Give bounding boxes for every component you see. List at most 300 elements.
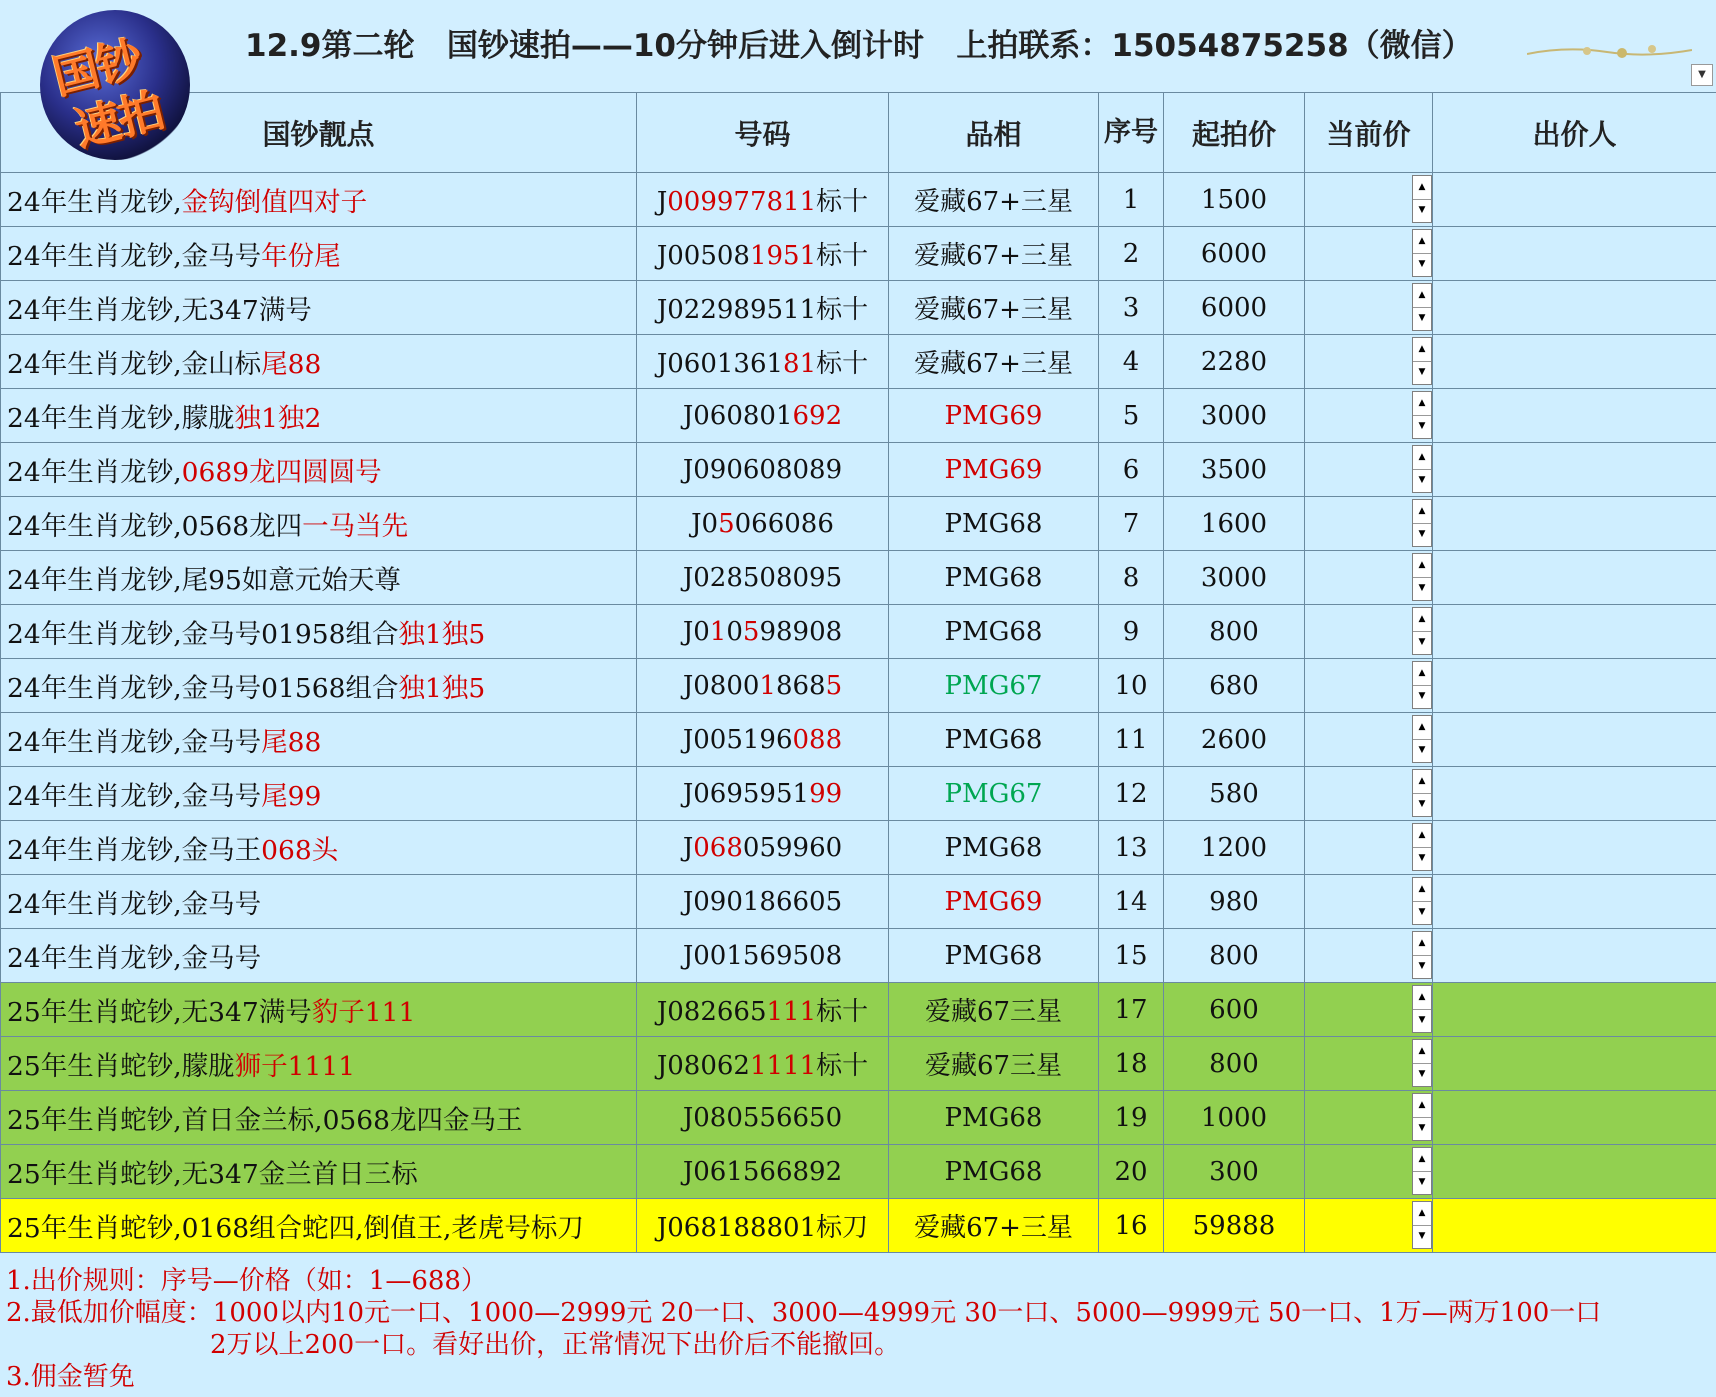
spinner-up-icon[interactable]: ▲: [1413, 986, 1431, 1010]
text-segment: 24年生肖龙钞,金马号: [7, 241, 262, 272]
cell-start-price: 6000: [1164, 227, 1305, 281]
cell-grade: [889, 875, 1099, 929]
cell-current-price[interactable]: [1305, 1037, 1433, 1091]
text-segment: 年份尾: [261, 241, 341, 272]
table-row: [1, 1091, 1716, 1145]
cell-bidder[interactable]: [1433, 659, 1716, 713]
cell-current-price[interactable]: [1305, 983, 1433, 1037]
spinner-up-icon[interactable]: ▲: [1413, 824, 1431, 848]
text-segment: 5: [718, 508, 735, 539]
cell-seq: 20: [1099, 1145, 1164, 1199]
text-segment: 066086: [734, 508, 834, 539]
cell-current-price[interactable]: [1305, 659, 1433, 713]
text-segment: PMG69: [944, 400, 1043, 431]
cell-current-price[interactable]: [1305, 1199, 1433, 1253]
text-segment: 24年生肖龙钞,金马号: [7, 727, 262, 758]
auction-rules: [0, 1256, 1716, 1397]
cell-serial-number: [637, 173, 889, 227]
cell-bidder[interactable]: [1433, 1091, 1716, 1145]
cell-grade: [889, 929, 1099, 983]
col-header-bidder: 出价人: [1433, 93, 1716, 173]
table-header-row: [1, 93, 1716, 173]
price-spinner[interactable]: [1412, 499, 1432, 547]
text-segment: 25年生肖蛇钞,0168组合蛇四,倒值王,老虎号标刀: [7, 1213, 584, 1244]
text-segment: 独1独5: [398, 619, 486, 650]
text-segment: 标十: [816, 241, 869, 271]
col-header-current-price: 当前价: [1305, 93, 1433, 173]
price-spinner[interactable]: [1412, 769, 1432, 817]
text-segment: 1111: [749, 1051, 817, 1081]
price-spinner[interactable]: [1412, 1039, 1432, 1087]
cell-start-price: 6000: [1164, 281, 1305, 335]
table-row: [1, 659, 1716, 713]
text-segment: 爱藏67+三星: [914, 295, 1073, 325]
cell-highlight: [1, 335, 637, 389]
cell-serial-number: [637, 929, 889, 983]
spinner-down-icon[interactable]: ▼: [1418, 691, 1426, 701]
cell-seq: 16: [1099, 1199, 1164, 1253]
table-row: [1, 227, 1716, 281]
text-segment: 一马当先: [302, 511, 409, 542]
cell-grade: [889, 389, 1099, 443]
spinner-down-icon[interactable]: ▼: [1418, 421, 1426, 431]
spinner-down-icon[interactable]: ▼: [1418, 205, 1426, 215]
cell-bidder[interactable]: [1433, 713, 1716, 767]
cell-start-price: 600: [1164, 983, 1305, 1037]
price-spinner[interactable]: [1412, 931, 1432, 979]
text-segment: 24年生肖龙钞,无347满号: [7, 295, 312, 326]
text-segment: 1951: [749, 241, 817, 271]
cell-serial-number: [637, 983, 889, 1037]
text-segment: J0601361: [656, 349, 784, 379]
spinner-up-icon[interactable]: ▲: [1413, 284, 1431, 308]
price-spinner[interactable]: [1412, 283, 1432, 331]
cell-serial-number: [637, 551, 889, 605]
cell-start-price: 980: [1164, 875, 1305, 929]
cell-bidder[interactable]: [1433, 497, 1716, 551]
text-segment: 059960: [742, 832, 843, 863]
text-segment: J060801: [682, 400, 793, 431]
cell-seq: 11: [1099, 713, 1164, 767]
text-segment: 5: [742, 616, 760, 647]
cell-highlight: [1, 1145, 637, 1199]
table-row: [1, 497, 1716, 551]
cell-bidder[interactable]: [1433, 173, 1716, 227]
text-segment: 标十: [816, 187, 869, 217]
spinner-down-icon[interactable]: ▼: [1418, 961, 1426, 971]
spinner-down-icon[interactable]: ▼: [1418, 313, 1426, 323]
cell-grade: [889, 1145, 1099, 1199]
cell-grade: [889, 713, 1099, 767]
spinner-down-icon[interactable]: ▼: [1418, 853, 1426, 863]
cell-current-price[interactable]: [1305, 821, 1433, 875]
cell-current-price[interactable]: [1305, 335, 1433, 389]
table-row: [1, 1145, 1716, 1199]
spinner-down-icon[interactable]: ▼: [1418, 799, 1426, 809]
cell-bidder[interactable]: [1433, 983, 1716, 1037]
cell-start-price: 2600: [1164, 713, 1305, 767]
text-segment: PMG68: [944, 724, 1043, 755]
text-segment: PMG68: [944, 1156, 1043, 1187]
spinner-up-icon[interactable]: ▲: [1413, 446, 1431, 470]
price-spinner[interactable]: [1412, 229, 1432, 277]
text-segment: 24年生肖龙钞,0568龙四: [7, 511, 303, 542]
spinner-up-icon[interactable]: ▲: [1413, 716, 1431, 740]
rule-bidding-format: 1.出价规则：序号—价格（如：1—688）: [6, 1266, 487, 1296]
text-segment: J: [682, 832, 694, 863]
col-header-highlight: 国钞靓点: [1, 93, 637, 173]
text-segment: J090608089: [682, 454, 843, 485]
text-segment: PMG67: [944, 670, 1043, 701]
cell-seq: 14: [1099, 875, 1164, 929]
cell-serial-number: [637, 605, 889, 659]
cell-grade: [889, 551, 1099, 605]
rule-increment: 2.最低加价幅度：1000以内10元一口、1000—2999元 20一口、3000—4999元 30一口、5000—9999元 50一口、1万—两万100一口: [6, 1298, 1602, 1328]
cell-current-price[interactable]: [1305, 227, 1433, 281]
price-spinner[interactable]: [1412, 823, 1432, 871]
cell-current-price[interactable]: [1305, 281, 1433, 335]
spinner-up-icon[interactable]: ▲: [1413, 554, 1431, 578]
spinner-up-icon[interactable]: ▲: [1413, 500, 1431, 524]
text-segment: 009977811: [667, 187, 817, 217]
cell-grade: [889, 659, 1099, 713]
cell-serial-number: [637, 1037, 889, 1091]
price-spinner[interactable]: [1412, 715, 1432, 763]
text-segment: PMG68: [944, 616, 1043, 647]
text-segment: 068头: [261, 835, 339, 866]
text-segment: 24年生肖龙钞,金马号: [7, 889, 262, 920]
cell-highlight: [1, 497, 637, 551]
text-segment: 24年生肖龙钞,金马号: [7, 781, 262, 812]
text-segment: J0: [682, 616, 710, 647]
cell-bidder[interactable]: [1433, 1145, 1716, 1199]
text-segment: 99: [809, 778, 843, 809]
col-header-number: 号码: [637, 93, 889, 173]
cell-bidder[interactable]: [1433, 443, 1716, 497]
spinner-down-icon[interactable]: ▼: [1418, 583, 1426, 593]
cell-highlight: [1, 1037, 637, 1091]
cell-bidder[interactable]: [1433, 1037, 1716, 1091]
text-segment: 1: [709, 616, 727, 647]
cell-seq: 2: [1099, 227, 1164, 281]
text-segment: J082665: [656, 997, 767, 1027]
cell-grade: [889, 281, 1099, 335]
text-segment: 爱藏67三星: [924, 997, 1063, 1027]
spinner-down-icon[interactable]: ▼: [1418, 1123, 1426, 1133]
text-segment: 24年生肖龙钞,朦胧: [7, 403, 235, 434]
cell-current-price[interactable]: [1305, 605, 1433, 659]
cell-current-price[interactable]: [1305, 389, 1433, 443]
cell-start-price: 3000: [1164, 389, 1305, 443]
cell-seq: 17: [1099, 983, 1164, 1037]
cell-bidder[interactable]: [1433, 767, 1716, 821]
cell-grade: [889, 983, 1099, 1037]
table-row: [1, 389, 1716, 443]
text-segment: 24年生肖龙钞,金马号01568组合: [7, 673, 399, 704]
price-spinner[interactable]: [1412, 877, 1432, 925]
cell-start-price: 580: [1164, 767, 1305, 821]
cell-serial-number: [637, 659, 889, 713]
cell-grade: [889, 335, 1099, 389]
price-spinner[interactable]: [1412, 661, 1432, 709]
text-segment: J028508095: [682, 562, 843, 593]
cell-start-price: 300: [1164, 1145, 1305, 1199]
text-segment: 1: [759, 670, 776, 701]
spinner-down-icon[interactable]: ▼: [1418, 745, 1426, 755]
cell-grade: [889, 1199, 1099, 1253]
spinner-up-icon[interactable]: ▲: [1413, 338, 1431, 362]
text-segment: J00508: [656, 241, 750, 271]
spinner-up-icon[interactable]: ▲: [1413, 176, 1431, 200]
text-segment: 2: [825, 400, 843, 431]
text-segment: J061566892: [682, 1156, 843, 1187]
spinner-up-icon[interactable]: ▲: [1413, 878, 1431, 902]
price-spinner[interactable]: [1412, 445, 1432, 493]
text-segment: 爱藏67+三星: [914, 349, 1073, 379]
spinner-up-icon[interactable]: ▲: [1413, 932, 1431, 956]
text-segment: J090186605: [682, 886, 843, 917]
text-segment: 25年生肖蛇钞,首日金兰标,0568龙四金马王: [7, 1105, 523, 1136]
cell-current-price[interactable]: [1305, 173, 1433, 227]
logo-text-bottom: 速拍: [69, 83, 168, 157]
table-row: [1, 335, 1716, 389]
spinner-down-icon[interactable]: ▼: [1418, 907, 1426, 917]
cell-highlight: [1, 605, 637, 659]
cell-bidder[interactable]: [1433, 605, 1716, 659]
spinner-down-icon[interactable]: ▼: [1418, 1069, 1426, 1079]
cell-seq: 10: [1099, 659, 1164, 713]
text-segment: 24年生肖龙钞,金山标: [7, 349, 262, 380]
cell-serial-number: [637, 443, 889, 497]
cell-current-price[interactable]: [1305, 443, 1433, 497]
cell-seq: 7: [1099, 497, 1164, 551]
auction-table: [0, 92, 1716, 1253]
price-spinner[interactable]: [1412, 607, 1432, 655]
table-row: [1, 443, 1716, 497]
text-segment: PMG68: [944, 1102, 1043, 1133]
text-segment: 868: [775, 670, 826, 701]
text-segment: J08062: [656, 1051, 750, 1081]
text-segment: J0: [691, 508, 719, 539]
cell-seq: 9: [1099, 605, 1164, 659]
cell-seq: 15: [1099, 929, 1164, 983]
cell-current-price[interactable]: [1305, 767, 1433, 821]
price-spinner[interactable]: [1412, 985, 1432, 1033]
spinner-down-icon[interactable]: ▼: [1418, 637, 1426, 647]
cell-bidder[interactable]: [1433, 875, 1716, 929]
spinner-down-icon[interactable]: ▼: [1418, 259, 1426, 269]
cell-grade: [889, 605, 1099, 659]
cell-start-price: 800: [1164, 605, 1305, 659]
cell-bidder[interactable]: [1433, 821, 1716, 875]
cell-current-price[interactable]: [1305, 1091, 1433, 1145]
table-row: [1, 929, 1716, 983]
cell-highlight: [1, 929, 637, 983]
cell-highlight: [1, 173, 637, 227]
text-segment: J068188801标刀: [656, 1213, 869, 1243]
table-row: [1, 551, 1716, 605]
cell-current-price[interactable]: [1305, 551, 1433, 605]
cell-current-price[interactable]: [1305, 713, 1433, 767]
text-segment: 69: [792, 400, 826, 431]
cell-start-price: 800: [1164, 929, 1305, 983]
text-segment: 24年生肖龙钞,金马号01958组合: [7, 619, 399, 650]
spinner-down-icon[interactable]: ▼: [1418, 1231, 1426, 1241]
filter-dropdown-button[interactable]: ▼: [1691, 64, 1713, 86]
cell-serial-number: [637, 389, 889, 443]
table-row: [1, 875, 1716, 929]
cell-serial-number: [637, 875, 889, 929]
spinner-down-icon[interactable]: ▼: [1418, 367, 1426, 377]
cell-current-price[interactable]: [1305, 875, 1433, 929]
spinner-up-icon[interactable]: ▲: [1413, 608, 1431, 632]
cell-serial-number: [637, 497, 889, 551]
cell-grade: [889, 497, 1099, 551]
text-segment: J: [656, 187, 668, 217]
text-segment: 088: [792, 724, 843, 755]
cell-seq: 1: [1099, 173, 1164, 227]
cell-serial-number: [637, 281, 889, 335]
page-title: 12.9第二轮 国钞速拍——10分钟后进入倒计时 上拍联系：15054875258（微信）: [245, 28, 1473, 64]
spinner-up-icon[interactable]: ▲: [1413, 1202, 1431, 1226]
cell-serial-number: [637, 1145, 889, 1199]
table-row: [1, 1037, 1716, 1091]
cell-current-price[interactable]: [1305, 1145, 1433, 1199]
col-header-seq: 序号: [1099, 93, 1164, 173]
cell-serial-number: [637, 767, 889, 821]
cell-highlight: [1, 821, 637, 875]
text-segment: PMG68: [944, 562, 1043, 593]
cell-grade: [889, 227, 1099, 281]
cell-highlight: [1, 983, 637, 1037]
cell-start-price: 2280: [1164, 335, 1305, 389]
cell-start-price: 59888: [1164, 1199, 1305, 1253]
cell-highlight: [1, 875, 637, 929]
cell-bidder[interactable]: [1433, 1199, 1716, 1253]
text-segment: 24年生肖龙钞,尾95如意元始天尊: [7, 565, 401, 596]
cell-start-price: 800: [1164, 1037, 1305, 1091]
cell-serial-number: [637, 713, 889, 767]
price-spinner[interactable]: [1412, 1147, 1432, 1195]
cell-start-price: 3500: [1164, 443, 1305, 497]
spinner-down-icon[interactable]: ▼: [1418, 529, 1426, 539]
text-segment: PMG69: [944, 886, 1043, 917]
cell-start-price: 1600: [1164, 497, 1305, 551]
text-segment: 标十: [816, 1051, 869, 1081]
spinner-down-icon[interactable]: ▼: [1418, 475, 1426, 485]
cell-seq: 18: [1099, 1037, 1164, 1091]
table-row: [1, 767, 1716, 821]
cell-seq: 13: [1099, 821, 1164, 875]
cell-highlight: [1, 767, 637, 821]
table-row: [1, 281, 1716, 335]
text-segment: 尾88: [261, 727, 322, 758]
text-segment: PMG68: [944, 508, 1043, 539]
price-spinner[interactable]: [1412, 1093, 1432, 1141]
spinner-up-icon[interactable]: ▲: [1413, 662, 1431, 686]
table-row: [1, 713, 1716, 767]
price-spinner[interactable]: [1412, 337, 1432, 385]
price-spinner[interactable]: [1412, 175, 1432, 223]
cell-serial-number: [637, 227, 889, 281]
spinner-up-icon[interactable]: ▲: [1413, 1148, 1431, 1172]
brand-logo: [40, 10, 190, 160]
cell-start-price: 1500: [1164, 173, 1305, 227]
cell-grade: [889, 443, 1099, 497]
text-segment: 尾88: [261, 349, 322, 380]
cell-seq: 5: [1099, 389, 1164, 443]
text-segment: J005196: [682, 724, 793, 755]
price-spinner[interactable]: [1412, 1201, 1432, 1249]
cell-highlight: [1, 389, 637, 443]
text-segment: PMG69: [944, 454, 1043, 485]
text-segment: 98908: [759, 616, 843, 647]
cell-highlight: [1, 443, 637, 497]
text-segment: 24年生肖龙钞,: [7, 457, 182, 488]
cell-bidder[interactable]: [1433, 227, 1716, 281]
cell-seq: 4: [1099, 335, 1164, 389]
text-segment: 24年生肖龙钞,金马王: [7, 835, 262, 866]
cell-current-price[interactable]: [1305, 497, 1433, 551]
price-spinner[interactable]: [1412, 553, 1432, 601]
table-row: [1, 983, 1716, 1037]
text-segment: PMG68: [944, 940, 1043, 971]
price-spinner[interactable]: [1412, 391, 1432, 439]
cell-grade: [889, 1037, 1099, 1091]
text-segment: 独1独2: [234, 403, 322, 434]
rule-increment-cont: 2万以上200一口。看好出价，正常情况下出价后不能撤回。: [210, 1330, 901, 1360]
cell-serial-number: [637, 335, 889, 389]
cell-bidder[interactable]: [1433, 551, 1716, 605]
rule-commission: 3.佣金暂免: [6, 1362, 135, 1392]
text-segment: 25年生肖蛇钞,朦胧: [7, 1051, 235, 1082]
ornament-icon: [1527, 42, 1692, 62]
text-segment: 25年生肖蛇钞,无347金兰首日三标: [7, 1159, 418, 1190]
spinner-up-icon[interactable]: ▲: [1413, 1040, 1431, 1064]
table-row: [1, 1199, 1716, 1253]
cell-start-price: 680: [1164, 659, 1305, 713]
spinner-up-icon[interactable]: ▲: [1413, 230, 1431, 254]
cell-start-price: 3000: [1164, 551, 1305, 605]
cell-highlight: [1, 1199, 637, 1253]
spinner-up-icon[interactable]: ▲: [1413, 1094, 1431, 1118]
cell-bidder[interactable]: [1433, 929, 1716, 983]
cell-seq: 19: [1099, 1091, 1164, 1145]
spinner-up-icon[interactable]: ▲: [1413, 392, 1431, 416]
cell-seq: 8: [1099, 551, 1164, 605]
text-segment: 24年生肖龙钞,: [7, 187, 182, 218]
cell-bidder[interactable]: [1433, 389, 1716, 443]
cell-bidder[interactable]: [1433, 281, 1716, 335]
spinner-down-icon[interactable]: ▼: [1418, 1015, 1426, 1025]
spinner-up-icon[interactable]: ▲: [1413, 770, 1431, 794]
text-segment: J080556650: [682, 1102, 843, 1133]
spinner-down-icon[interactable]: ▼: [1418, 1177, 1426, 1187]
cell-serial-number: [637, 1091, 889, 1145]
cell-bidder[interactable]: [1433, 335, 1716, 389]
cell-highlight: [1, 1091, 637, 1145]
cell-grade: [889, 1091, 1099, 1145]
cell-grade: [889, 767, 1099, 821]
cell-current-price[interactable]: [1305, 929, 1433, 983]
text-segment: 111: [766, 997, 817, 1027]
cell-highlight: [1, 281, 637, 335]
text-segment: 标十: [816, 349, 869, 379]
cell-start-price: 1000: [1164, 1091, 1305, 1145]
text-segment: 标十: [816, 997, 869, 1027]
text-segment: J022989511标十: [656, 295, 869, 325]
text-segment: 0: [726, 616, 743, 647]
